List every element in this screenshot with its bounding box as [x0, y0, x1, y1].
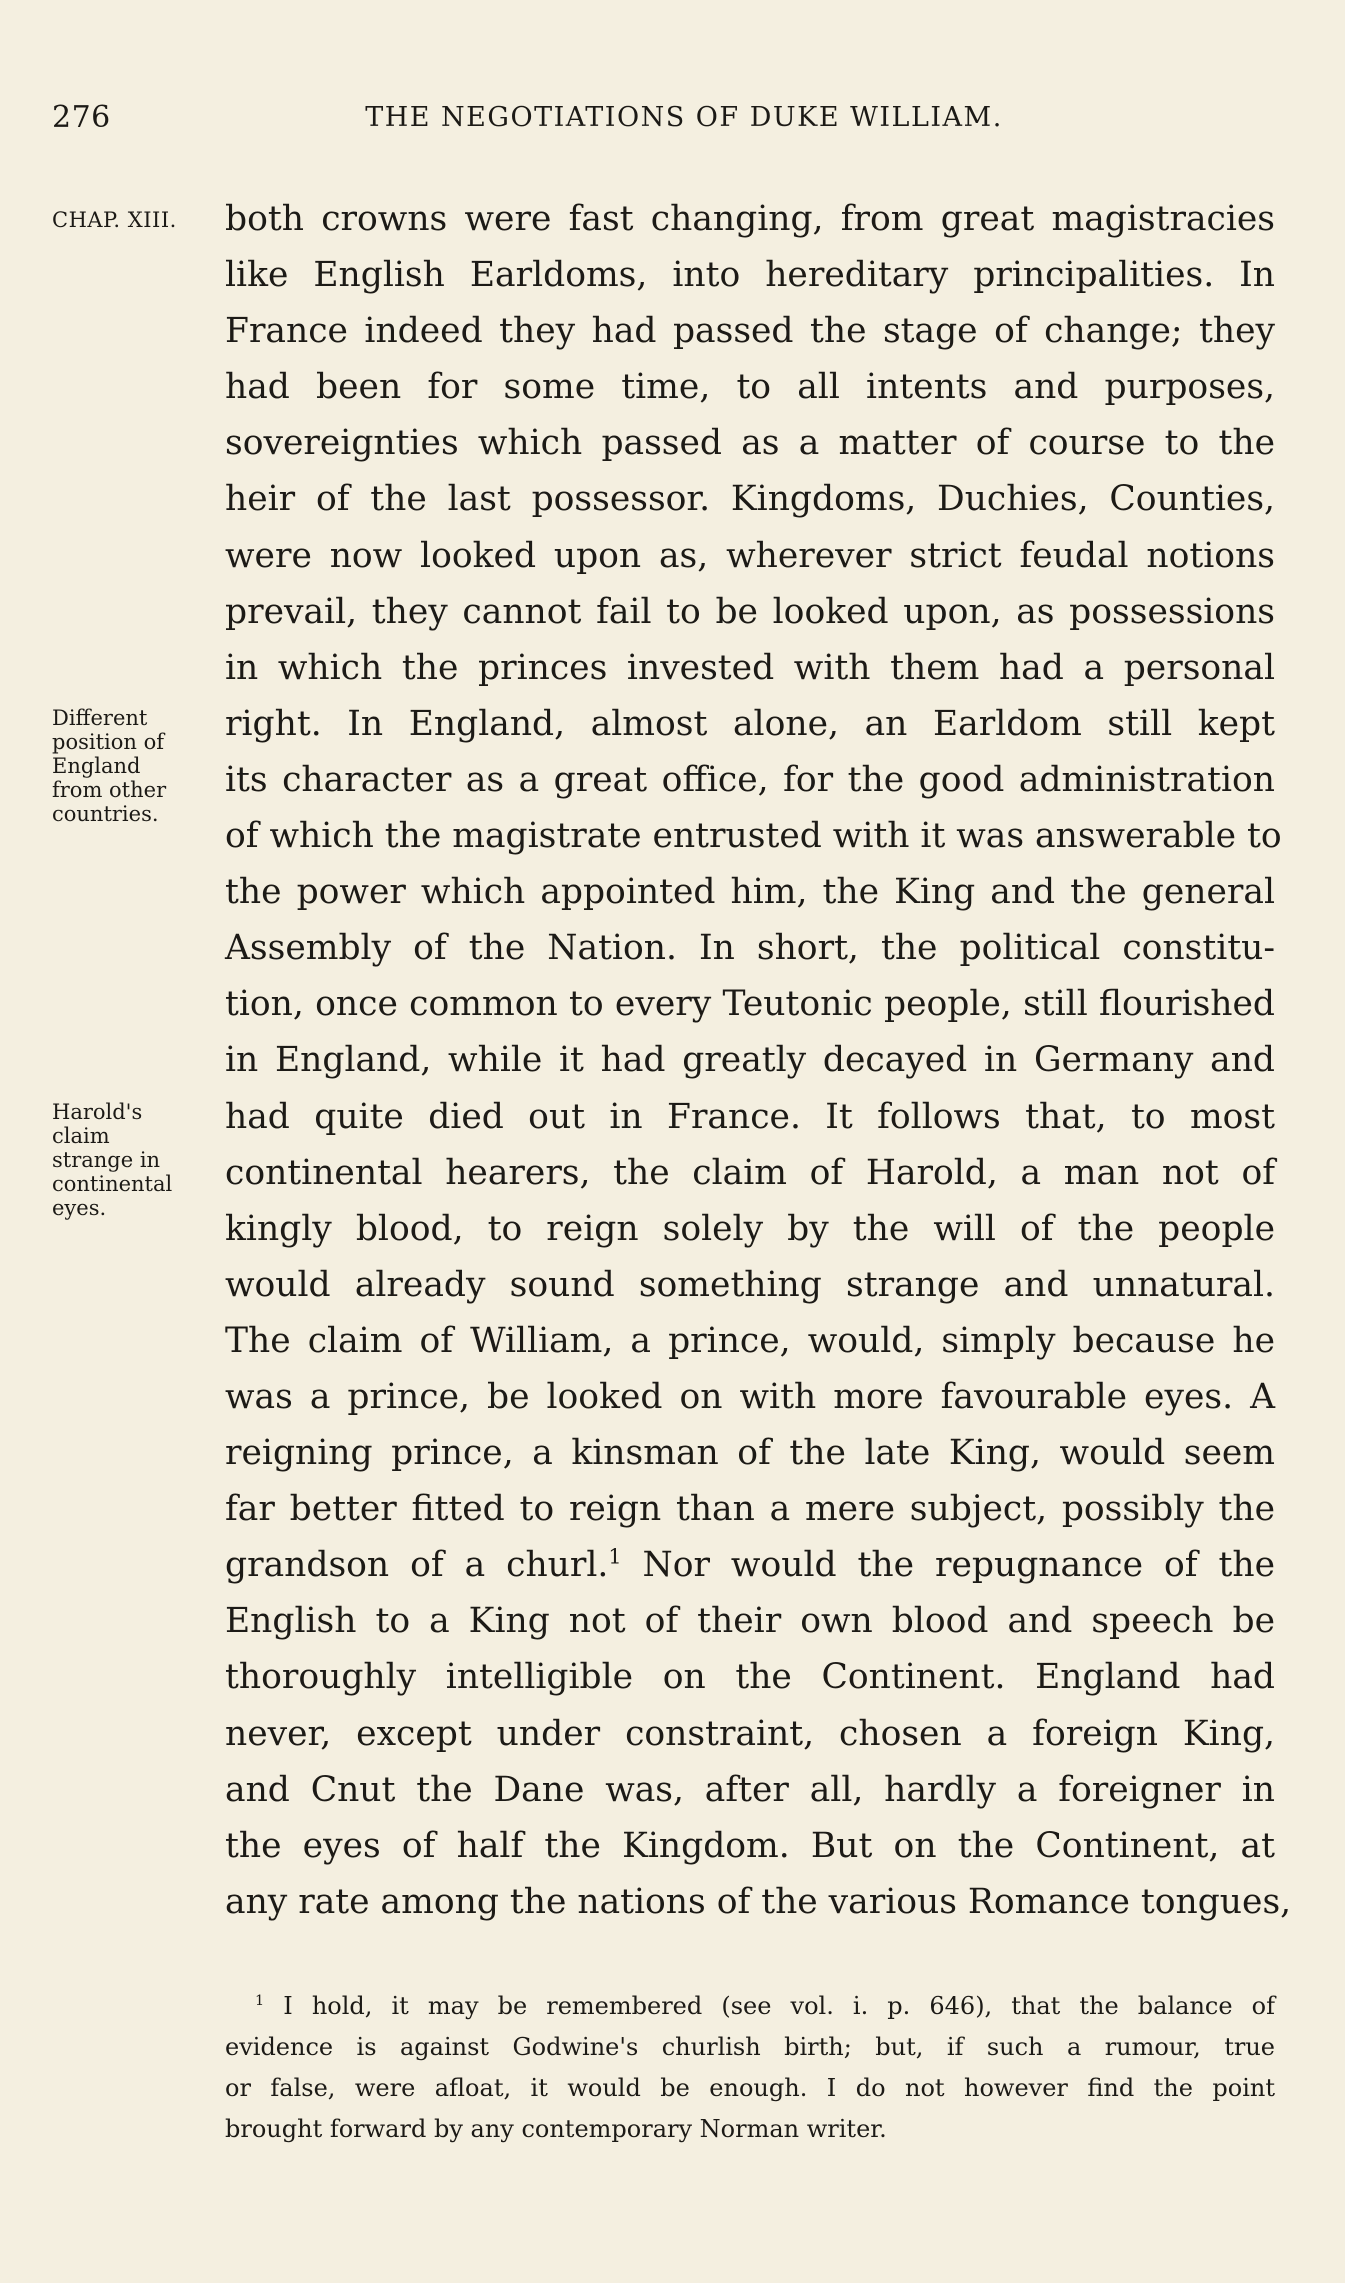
text-line: both crowns were fast changing, from great magistracies: [225, 199, 1275, 239]
text-line: Assembly of the Nation. In short, the political constitu-: [225, 928, 1275, 969]
footnote-line: [225, 1986, 1275, 2027]
footnote-line: or false, were afloat, it would be enough. I do not however find the point: [225, 2074, 1275, 2102]
text-line-rest: Nor would the repugnance of the: [621, 1545, 1275, 1586]
text-line: in which the princes invested with them had a personal: [225, 647, 1275, 688]
sidenote-line: England: [52, 754, 141, 778]
text-line: continental hearers, the claim of Harold, a man not of: [225, 1152, 1275, 1193]
footnotes: [225, 1986, 1275, 2150]
sidenote-line: Different: [52, 706, 148, 730]
text-line: never, except under constraint, chosen a foreign King,: [225, 1713, 1275, 1754]
text-line-start: grandson of a churl.: [225, 1545, 609, 1586]
text-line: kingly blood, to reign solely by the will of the people: [225, 1208, 1275, 1249]
body-text: [225, 191, 1292, 1930]
sidenote-line: Harold's: [52, 1100, 143, 1124]
sidenote-line: strange in: [52, 1148, 161, 1172]
text-line: The claim of William, a prince, would, simply because he: [225, 1320, 1275, 1361]
sidenote-harolds-claim: [52, 1100, 227, 1220]
text-line: English to a King not of their own blood and speech be: [225, 1601, 1275, 1642]
text-line: had been for some time, to all intents and purposes,: [225, 367, 1275, 408]
text-line: any rate among the nations of the various Romance tongues,: [225, 1881, 1292, 1922]
text-line: sovereignties which passed as a matter of course to the: [225, 423, 1275, 464]
page-number: 276: [52, 100, 111, 135]
text-line: the eyes of half the Kingdom. But on the Continent, at: [225, 1825, 1275, 1866]
sidenote-line: countries.: [52, 802, 159, 826]
footnote-text: I hold, it may be remembered (see vol. i. p. 646), that the balance of: [283, 1992, 1275, 2020]
text-line: had quite died out in France. It follows that, to most: [225, 1096, 1275, 1137]
text-line: France indeed they had passed the stage of change; they: [225, 311, 1275, 352]
sidenote-different-position: [52, 706, 227, 826]
text-line: thoroughly intelligible on the Continent. England had: [225, 1657, 1275, 1698]
text-line: prevail, they cannot fail to be looked upon, as possessions: [225, 591, 1275, 632]
sidenote-line: continental: [52, 1172, 173, 1196]
running-title: THE NEGOTIATIONS OF DUKE WILLIAM.: [365, 102, 1003, 133]
sidenote-line: eyes.: [52, 1196, 107, 1220]
text-line: its character as a great office, for the good administration: [225, 759, 1275, 800]
text-line: the power which appointed him, the King and the general: [225, 872, 1275, 913]
text-line: like English Earldoms, into hereditary principalities. In: [225, 255, 1275, 296]
sidenote-line: position of: [52, 730, 164, 754]
text-line: reigning prince, a kinsman of the late King, would seem: [225, 1433, 1275, 1474]
text-line: would already sound something strange and unnatural.: [225, 1264, 1275, 1305]
text-line: tion, once common to every Teutonic people, still flourished: [225, 984, 1275, 1025]
footnote-line: brought forward by any contemporary Norman writer.: [225, 2115, 887, 2143]
text-line: far better fitted to reign than a mere subject, possibly the: [225, 1489, 1275, 1530]
running-head: [52, 100, 1276, 150]
footnote-line: evidence is against Godwine's churlish birth; but, if such a rumour, true: [225, 2033, 1275, 2061]
text-line: was a prince, be looked on with more favourable eyes. A: [225, 1376, 1275, 1417]
sidenote-line: claim: [52, 1124, 110, 1148]
text-line: right. In England, almost alone, an Earldom still kept: [225, 703, 1275, 744]
footnote-marker: 1: [255, 1993, 265, 2009]
sidenote-line: from other: [52, 778, 167, 802]
text-line-with-note-ref: [225, 1537, 1275, 1593]
chapter-marker: CHAP. XIII.: [52, 208, 177, 232]
text-line: in England, while it had greatly decayed in Germany and: [225, 1040, 1275, 1081]
text-line: were now looked upon as, wherever strict feudal notions: [225, 535, 1275, 576]
text-line: and Cnut the Dane was, after all, hardly a foreigner in: [225, 1769, 1275, 1810]
text-line: heir of the last possessor. Kingdoms, Duchies, Counties,: [225, 479, 1275, 520]
text-line: of which the magistrate entrusted with it was answerable to: [225, 816, 1282, 857]
footnote-ref: 1: [608, 1544, 622, 1569]
